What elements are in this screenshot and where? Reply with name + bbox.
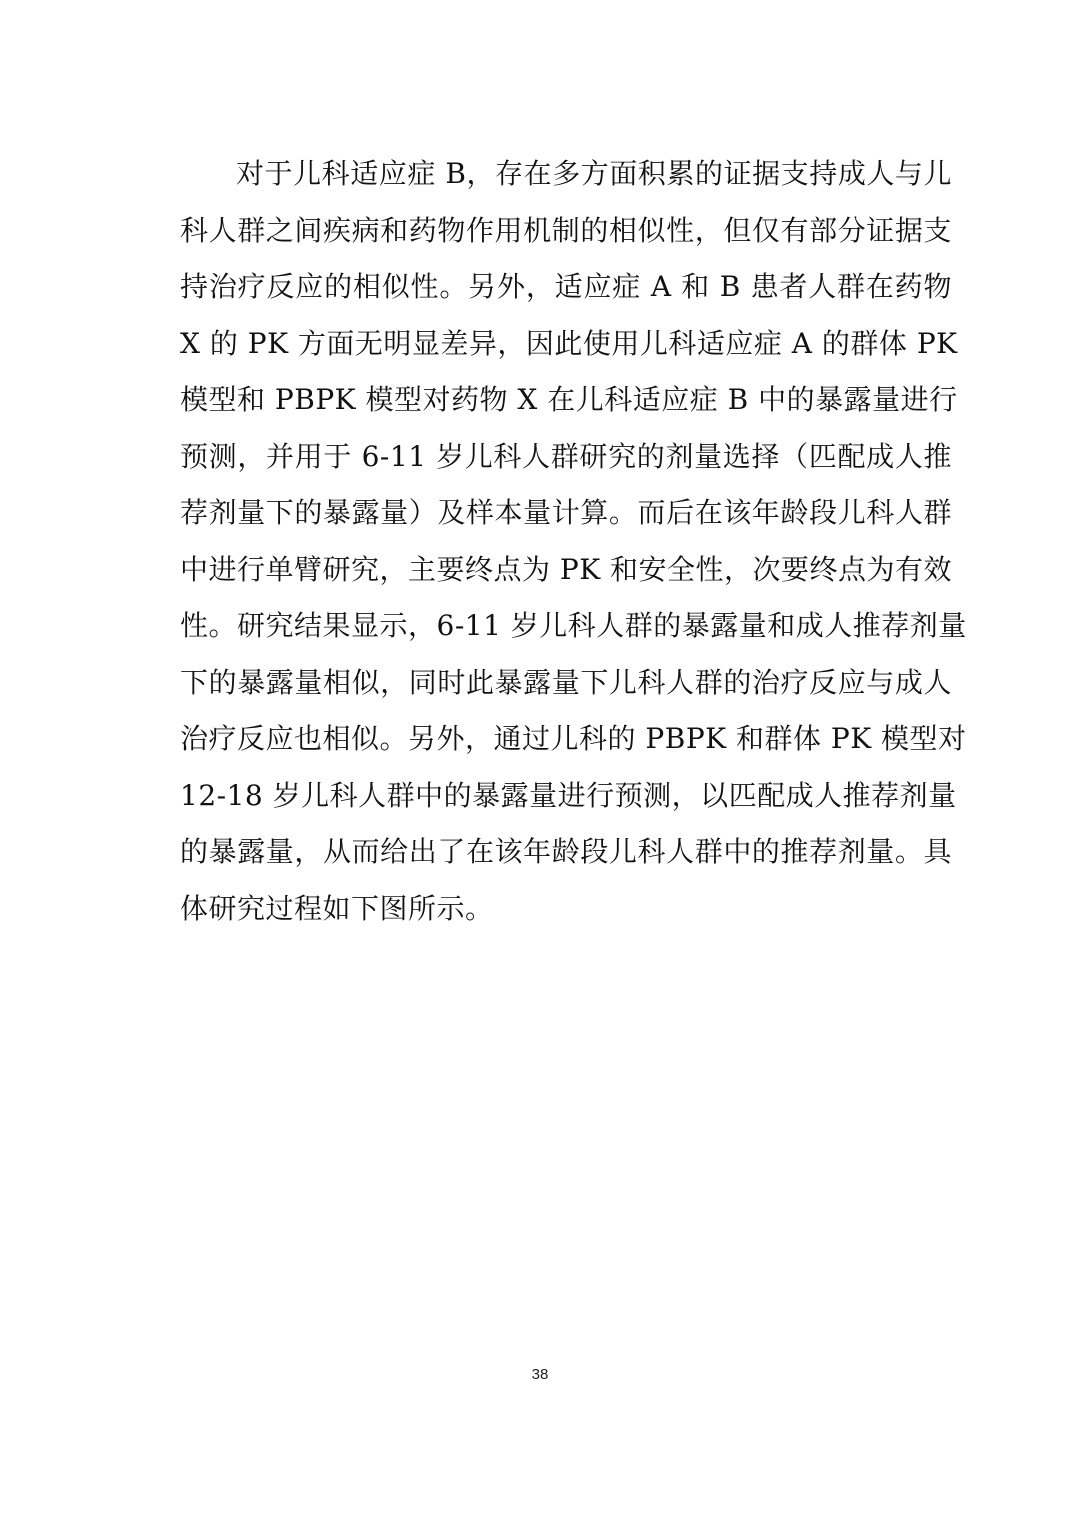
body-paragraph [180,146,967,937]
paragraph-line: 治疗反应也相似。另外，通过儿科的 PBPK 和群体 PK 模型对 [180,722,967,755]
paragraph-line: 荐剂量下的暴露量）及样本量计算。而后在该年龄段儿科人群 [180,496,952,529]
paragraph-line: 模型和 PBPK 模型对药物 X 在儿科适应症 B 中的暴露量进行 [180,383,958,416]
page-number: 38 [531,1366,549,1383]
paragraph-line: 的暴露量，从而给出了在该年龄段儿科人群中的推荐剂量。具 [180,835,952,868]
paragraph-line: 性。研究结果显示，6-11 岁儿科人群的暴露量和成人推荐剂量 [180,609,967,642]
paragraph-line: 科人群之间疾病和药物作用机制的相似性，但仅有部分证据支 [180,213,952,247]
paragraph-line: X 的 PK 方面无明显差异，因此使用儿科适应症 A 的群体 PK [180,326,958,360]
paragraph-line: 中进行单臂研究，主要终点为 PK 和安全性，次要终点为有效 [180,552,953,586]
paragraph-line: 持治疗反应的相似性。另外，适应症 A 和 B 患者人群在药物 [180,270,952,303]
paragraph-line: 体研究过程如下图所示。 [180,891,494,925]
paragraph-line: 12-18 岁儿科人群中的暴露量进行预测，以匹配成人推荐剂量 [180,778,957,812]
paragraph-line: 预测，并用于 6-11 岁儿科人群研究的剂量选择（匹配成人推 [180,439,952,473]
paragraph-line: 对于儿科适应症 B，存在多方面积累的证据支持成人与儿 [236,157,952,190]
paragraph-line: 下的暴露量相似，同时此暴露量下儿科人群的治疗反应与成人 [180,665,952,699]
